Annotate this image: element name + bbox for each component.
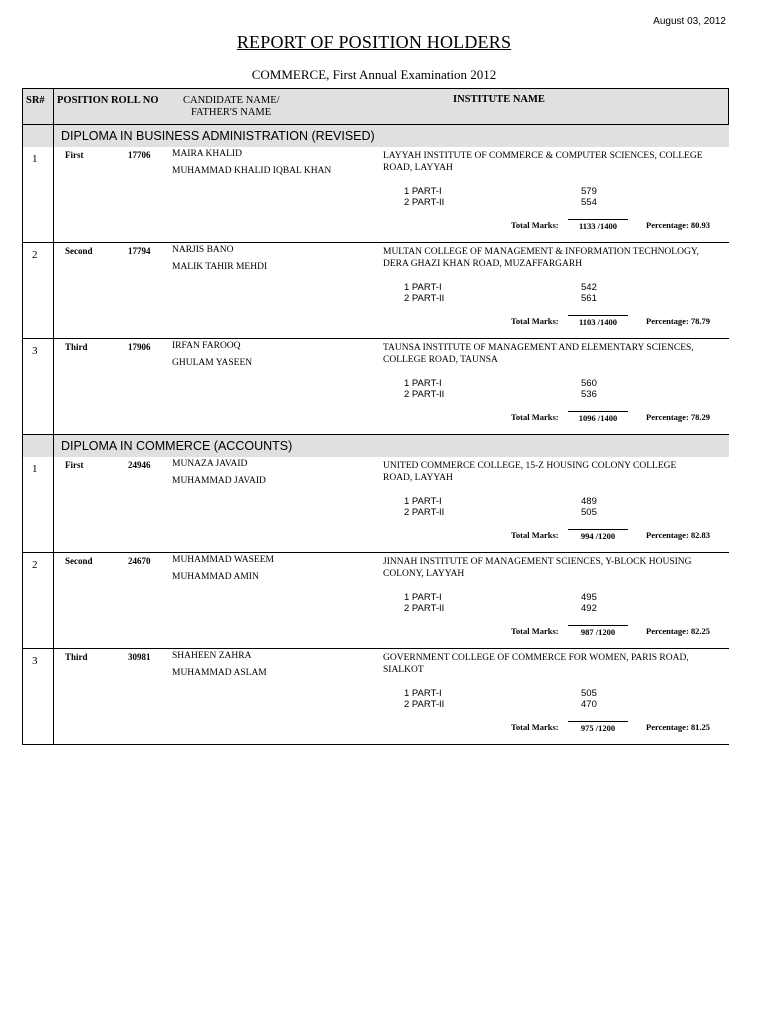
position: Second [65,246,93,256]
candidate-name: IRFAN FAROOQ [172,341,241,351]
part2-marks: 554 [581,197,597,208]
total-marks-value: 994 /1200 [568,529,628,541]
total-marks-label: Total Marks: [511,626,559,636]
candidate-name: MUNAZA JAVAID [172,459,248,469]
position: First [65,150,84,160]
table-row [23,457,729,553]
part2-marks: 505 [581,507,597,518]
serial-number: 1 [32,153,38,165]
part1-marks: 495 [581,592,597,603]
percentage: Percentage: 78.29 [646,412,711,422]
institute-name: TAUNSA INSTITUTE OF MANAGEMENT AND ELEMENTARY SCIENCES, COLLEGE ROAD, TAUNSA [383,343,694,365]
institute-name: GOVERNMENT COLLEGE OF COMMERCE FOR WOMEN, PARIS ROAD, SIALKOT [383,653,689,675]
part2-marks: 492 [581,603,597,614]
total-marks-label: Total Marks: [511,220,559,230]
column-divider [53,457,54,552]
percentage: Percentage: 81.25 [646,722,711,732]
header-position-roll: POSITION ROLL NO [57,95,159,106]
table-row [23,339,729,435]
roll-number: 24946 [128,460,151,470]
percentage: Percentage: 80.93 [646,220,711,230]
father-name: MUHAMMAD JAVAID [172,476,266,486]
part1-label: 1 PART-I [404,496,442,507]
part2-marks: 470 [581,699,597,710]
part2-label: 2 PART-II [404,197,445,208]
table-row [23,649,729,745]
table-header [23,88,729,125]
sections-container [23,125,729,745]
part1-label: 1 PART-I [404,688,442,699]
total-marks-label: Total Marks: [511,722,559,732]
part2-label: 2 PART-II [404,389,445,400]
position: Second [65,556,93,566]
position: Third [65,342,88,352]
institute-name: MULTAN COLLEGE OF MANAGEMENT & INFORMATION TECHNOLOGY, DERA GHAZI KHAN ROAD, MUZAFFARGARH [383,247,699,269]
table-row [23,243,729,339]
column-divider [53,243,54,338]
part2-label: 2 PART-II [404,293,445,304]
part1-marks: 542 [581,282,597,293]
percentage: Percentage: 82.83 [646,530,711,540]
header-father-name: FATHER'S NAME [191,107,272,118]
header-candidate-name: CANDIDATE NAME/ [183,95,280,106]
part2-label: 2 PART-II [404,507,445,518]
father-name: MALIK TAHIR MEHDI [172,262,268,272]
page-title: REPORT OF POSITION HOLDERS [236,32,512,52]
section-title: DIPLOMA IN BUSINESS ADMINISTRATION (REVISED) [61,129,375,143]
position: Third [65,652,88,662]
part1-label: 1 PART-I [404,592,442,603]
part1-marks: 489 [581,496,597,507]
father-name: GHULAM YASEEN [172,358,253,368]
part1-marks: 505 [581,688,597,699]
column-divider [53,339,54,434]
serial-number: 2 [32,559,38,571]
percentage: Percentage: 82.25 [646,626,711,636]
column-divider [53,89,54,124]
part1-label: 1 PART-I [404,378,442,389]
father-name: MUHAMMAD ASLAM [172,668,267,678]
part2-marks: 561 [581,293,597,304]
part1-label: 1 PART-I [404,186,442,197]
results-table [22,88,729,745]
part1-label: 1 PART-I [404,282,442,293]
position: First [65,460,84,470]
header-institute: INSTITUTE NAME [453,94,545,105]
part1-marks: 560 [581,378,597,389]
total-marks-value: 987 /1200 [568,625,628,637]
total-marks-value: 1096 /1400 [568,411,628,423]
total-marks-value: 1103 /1400 [568,315,628,327]
column-divider [53,553,54,648]
part2-label: 2 PART-II [404,699,445,710]
table-row [23,553,729,649]
candidate-name: MAIRA KHALID [172,149,242,159]
column-divider [53,649,54,744]
father-name: MUHAMMAD KHALID IQBAL KHAN [172,166,332,176]
total-marks-label: Total Marks: [511,412,559,422]
header-sr: SR# [26,95,45,106]
serial-number: 2 [32,249,38,261]
section-heading [23,435,729,457]
total-marks-label: Total Marks: [511,316,559,326]
percentage: Percentage: 78.79 [646,316,711,326]
part2-marks: 536 [581,389,597,400]
total-marks-label: Total Marks: [511,530,559,540]
section-heading [23,125,729,147]
roll-number: 24670 [128,556,151,566]
column-divider [53,125,54,147]
father-name: MUHAMMAD AMIN [172,572,259,582]
roll-number: 17906 [128,342,151,352]
part1-marks: 579 [581,186,597,197]
section-title: DIPLOMA IN COMMERCE (ACCOUNTS) [61,439,293,453]
total-marks-value: 975 /1200 [568,721,628,733]
roll-number: 17794 [128,246,151,256]
institute-name: UNITED COMMERCE COLLEGE, 15-Z HOUSING COLONY COLLEGE ROAD, LAYYAH [383,461,677,483]
candidate-name: SHAHEEN ZAHRA [172,651,252,661]
table-row [23,147,729,243]
column-divider [53,435,54,457]
page-subtitle: COMMERCE, First Annual Examination 2012 [251,67,497,82]
roll-number: 17706 [128,150,151,160]
report-date: August 03, 2012 [653,16,726,27]
part2-label: 2 PART-II [404,603,445,614]
institute-name: JINNAH INSTITUTE OF MANAGEMENT SCIENCES, Y-BLOCK HOUSING COLONY, LAYYAH [383,557,692,579]
institute-name: LAYYAH INSTITUTE OF COMMERCE & COMPUTER SCIENCES, COLLEGE ROAD, LAYYAH [383,151,703,173]
column-divider [53,147,54,242]
serial-number: 3 [32,345,38,357]
roll-number: 30981 [128,652,151,662]
serial-number: 1 [32,463,38,475]
candidate-name: NARJIS BANO [172,245,234,255]
candidate-name: MUHAMMAD WASEEM [172,555,274,565]
serial-number: 3 [32,655,38,667]
total-marks-value: 1133 /1400 [568,219,628,231]
